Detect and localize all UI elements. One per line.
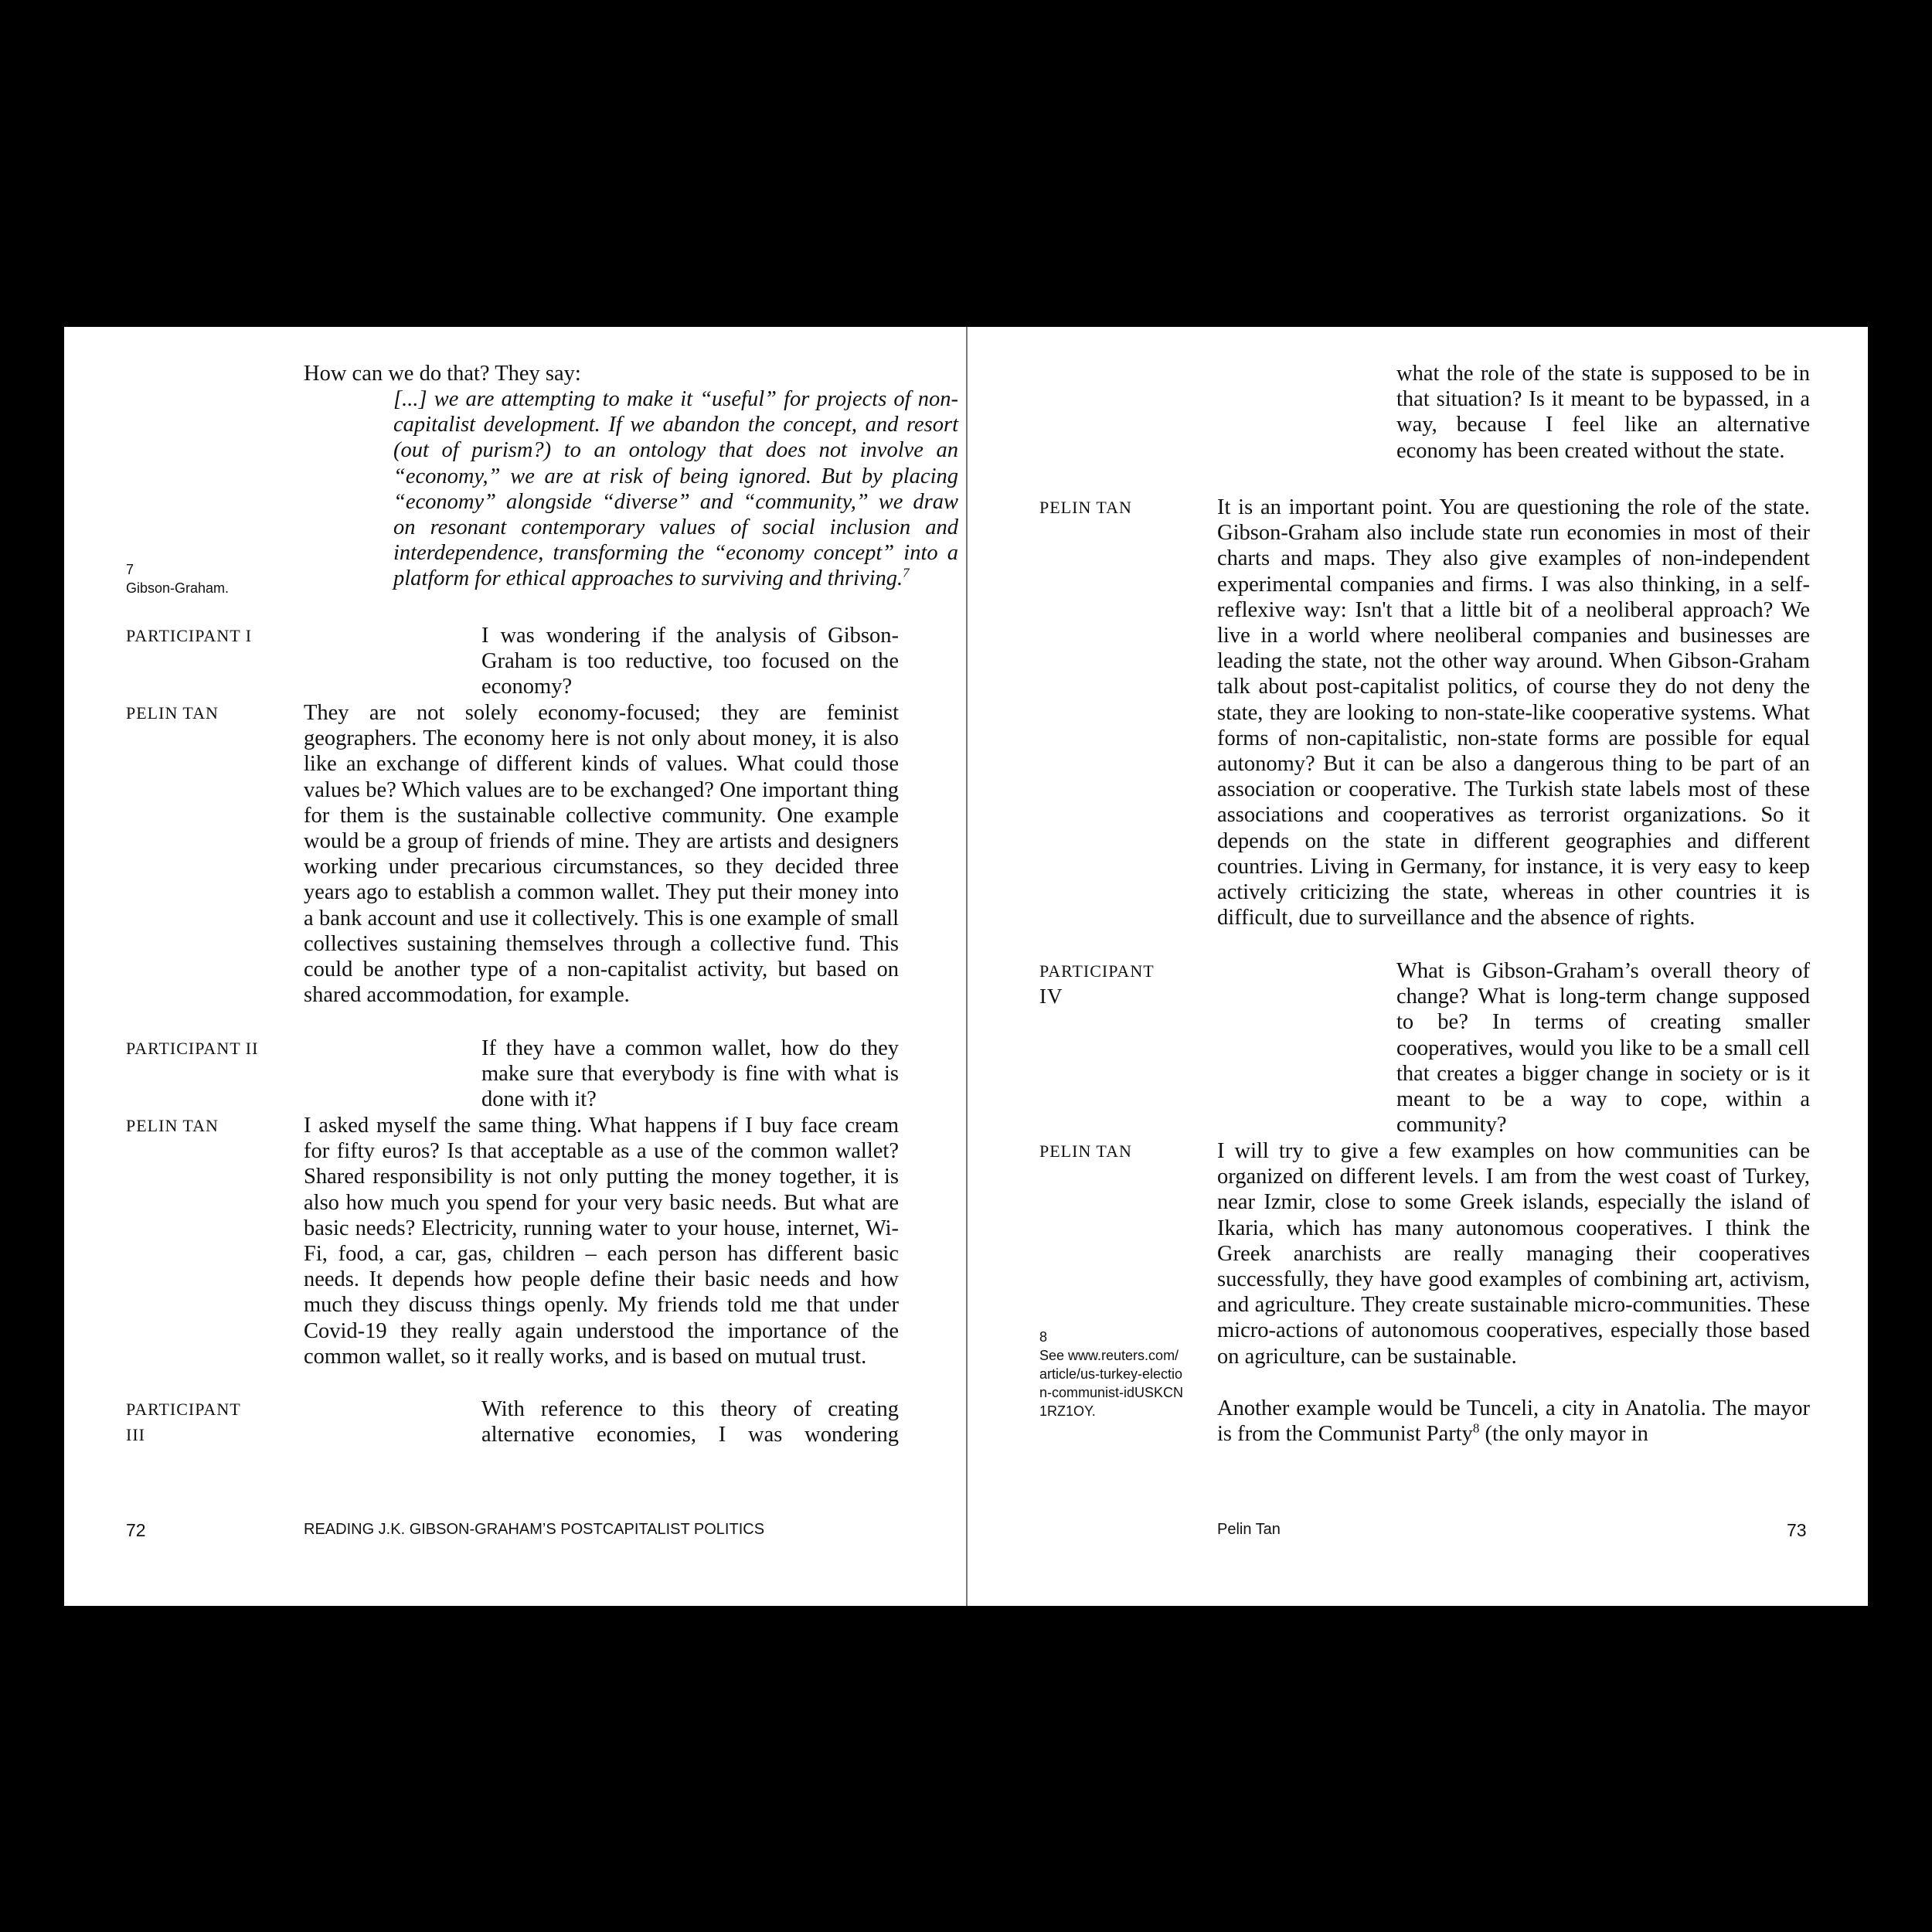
block-quote-text: [...] we are attempting to make it “useful” for projects of non-capitalist development. If we abandon the concept, and resort (out of purism?) to an ontology that does not involve an “economy,” we are at risk of being ignored. But by placing “economy” alongside “diverse” and “community,” we draw on resonant contemporary values of social inclusion and interdependence, transforming the “economy concept” into a platform for ethical approaches to surviving and thriving. [393,387,958,591]
footnote-8 [1039,1328,1186,1420]
book-spread [64,327,1868,1606]
speaker-label-line2: III [126,1425,145,1445]
speaker-label-line2: IV [1039,985,1063,1009]
dialogue-text: They are not solely economy-focused; they are feminist geographers. The economy here is not only about money, it is also like an exchange of different kinds of values. What could those values be? Which values are to be exchanged? One important thing for them is the sustainable collective community. One example would be a group of friends of mine. They are artists and designers working under precarious circumstances, so they decided three years ago to establish a common wallet. They put their money into a bank account and use it collectively. This is one example of small collectives sustaining themselves through a collective fund. This could be another type of a non-capitalist activity, but based on shared accommodation, for example. [304,701,899,1008]
dialogue-text: I will try to give a few examples on how communities can be organized on different levels. I am from the west coast of Turkey, near Izmir, close to some Greek islands, especially the island of Ikaria, which has many autonomous cooperatives. I think the Greek anarchists are really managing their cooperatives successfully, they have good examples of combining art, activism, and agriculture. They create sustainable micro-communities. These micro-actions of autonomous cooperatives, especially those based on agriculture, can be sustainable. [1217,1139,1810,1369]
running-title: READING J.K. GIBSON-GRAHAM’S POSTCAPITALIST POLITICS [304,1521,765,1538]
speaker-label: PELIN TAN [1039,1141,1132,1161]
footnote-text: Gibson-Graham. [126,580,230,596]
left-page [64,327,966,1606]
paragraph [1217,1396,1810,1447]
page-number: 73 [1787,1520,1807,1540]
dialogue-text: With reference to this theory of creating alternative economies, I was wondering [481,1397,899,1447]
dialogue-continuation: what the role of the state is supposed to be in that situation? Is it meant to be bypassed, in a way, because I feel like an alternative economy has been created without the state. [1396,362,1810,463]
speaker-label: PELIN TAN [126,1116,219,1135]
speaker-label: PARTICIPANT I [126,626,253,645]
footnote-number: 8 [1039,1329,1048,1345]
footnote-7 [126,560,229,597]
speaker-label [126,1396,241,1447]
block-quote [393,386,958,592]
right-page [968,327,1868,1606]
dialogue-text: I asked myself the same thing. What happens if I buy face cream for fifty euros? Is that acceptable as a use of the common wallet? Shared responsibility is not only putting the money together, it is also how much you spend for your very basic needs. But what are basic needs? Electricity, running water to your house, internet, Wi-Fi, food, a car, gas, children – each person has different basic needs. It depends how people define their basic needs and how much they discuss things openly. My friends told me that under Covid-19 they really again understood the importance of the common wallet, so it really works, and is based on mutual trust. [304,1114,899,1369]
paragraph-text-cont: (the only mayor in [1479,1422,1648,1447]
speaker-label-line1: PARTICIPANT [126,1400,241,1419]
speaker-label: PELIN TAN [1039,498,1132,517]
dialogue-text: What is Gibson-Graham’s overall theory of change? What is long-term change supposed to be? In terms of creating smaller cooperatives, would you like to be a small cell that creates a bigger change in society or is it meant to be a way to cope, within a community? [1396,959,1810,1138]
footnote-ref-7: 7 [903,565,910,580]
page-number: 72 [126,1520,146,1540]
speaker-label [1039,958,1155,1009]
running-title: Pelin Tan [1217,1521,1281,1538]
footnote-ref-8: 8 [1472,1420,1480,1436]
dialogue-text: It is an important point. You are questioning the role of the state. Gibson-Graham also include state run economies in most of their charts and maps. They also give examples of non-independent experimental companies and firms. I was also thinking, in a self-reflexive way: Isn't that a little bit of a neoliberal approach? We live in a world where neoliberal companies and businesses are leading the state, not the other way around. When Gibson-Graham talk about post-capitalist politics, of course they do not deny the state, they are looking to non-state-like cooperative systems. What forms of non-capitalistic, non-state forms are possible for equal autonomy? But it can be also a dangerous thing to be part of an association or cooperative. The Turkish state labels most of these associations and cooperatives as terrorist organizations. So it depends on the state in different geographies and different countries. Living in Germany, for instance, it is very easy to keep actively criticizing the state, whereas in other countries it is difficult, due to surveillance and the absence of rights. [1217,495,1810,930]
paragraph-text: Another example would be Tunceli, a city in Anatolia. The mayor is from the Communist Party [1217,1396,1810,1447]
speaker-label-line1: PARTICIPANT [1039,961,1155,981]
intro-line: How can we do that? They say: [304,362,581,386]
speaker-label: PARTICIPANT II [126,1039,259,1058]
footnote-number: 7 [126,562,134,577]
dialogue-text: If they have a common wallet, how do they make sure that everybody is fine with what is done with it? [481,1036,899,1112]
dialogue-text: I was wondering if the analysis of Gibson-Graham is too reductive, too focused on the economy? [481,624,899,699]
speaker-label: PELIN TAN [126,703,219,723]
footnote-text: See www.reuters.com/article/us-turkey-election-communist-idUSKCN1RZ1OY. [1039,1348,1184,1419]
